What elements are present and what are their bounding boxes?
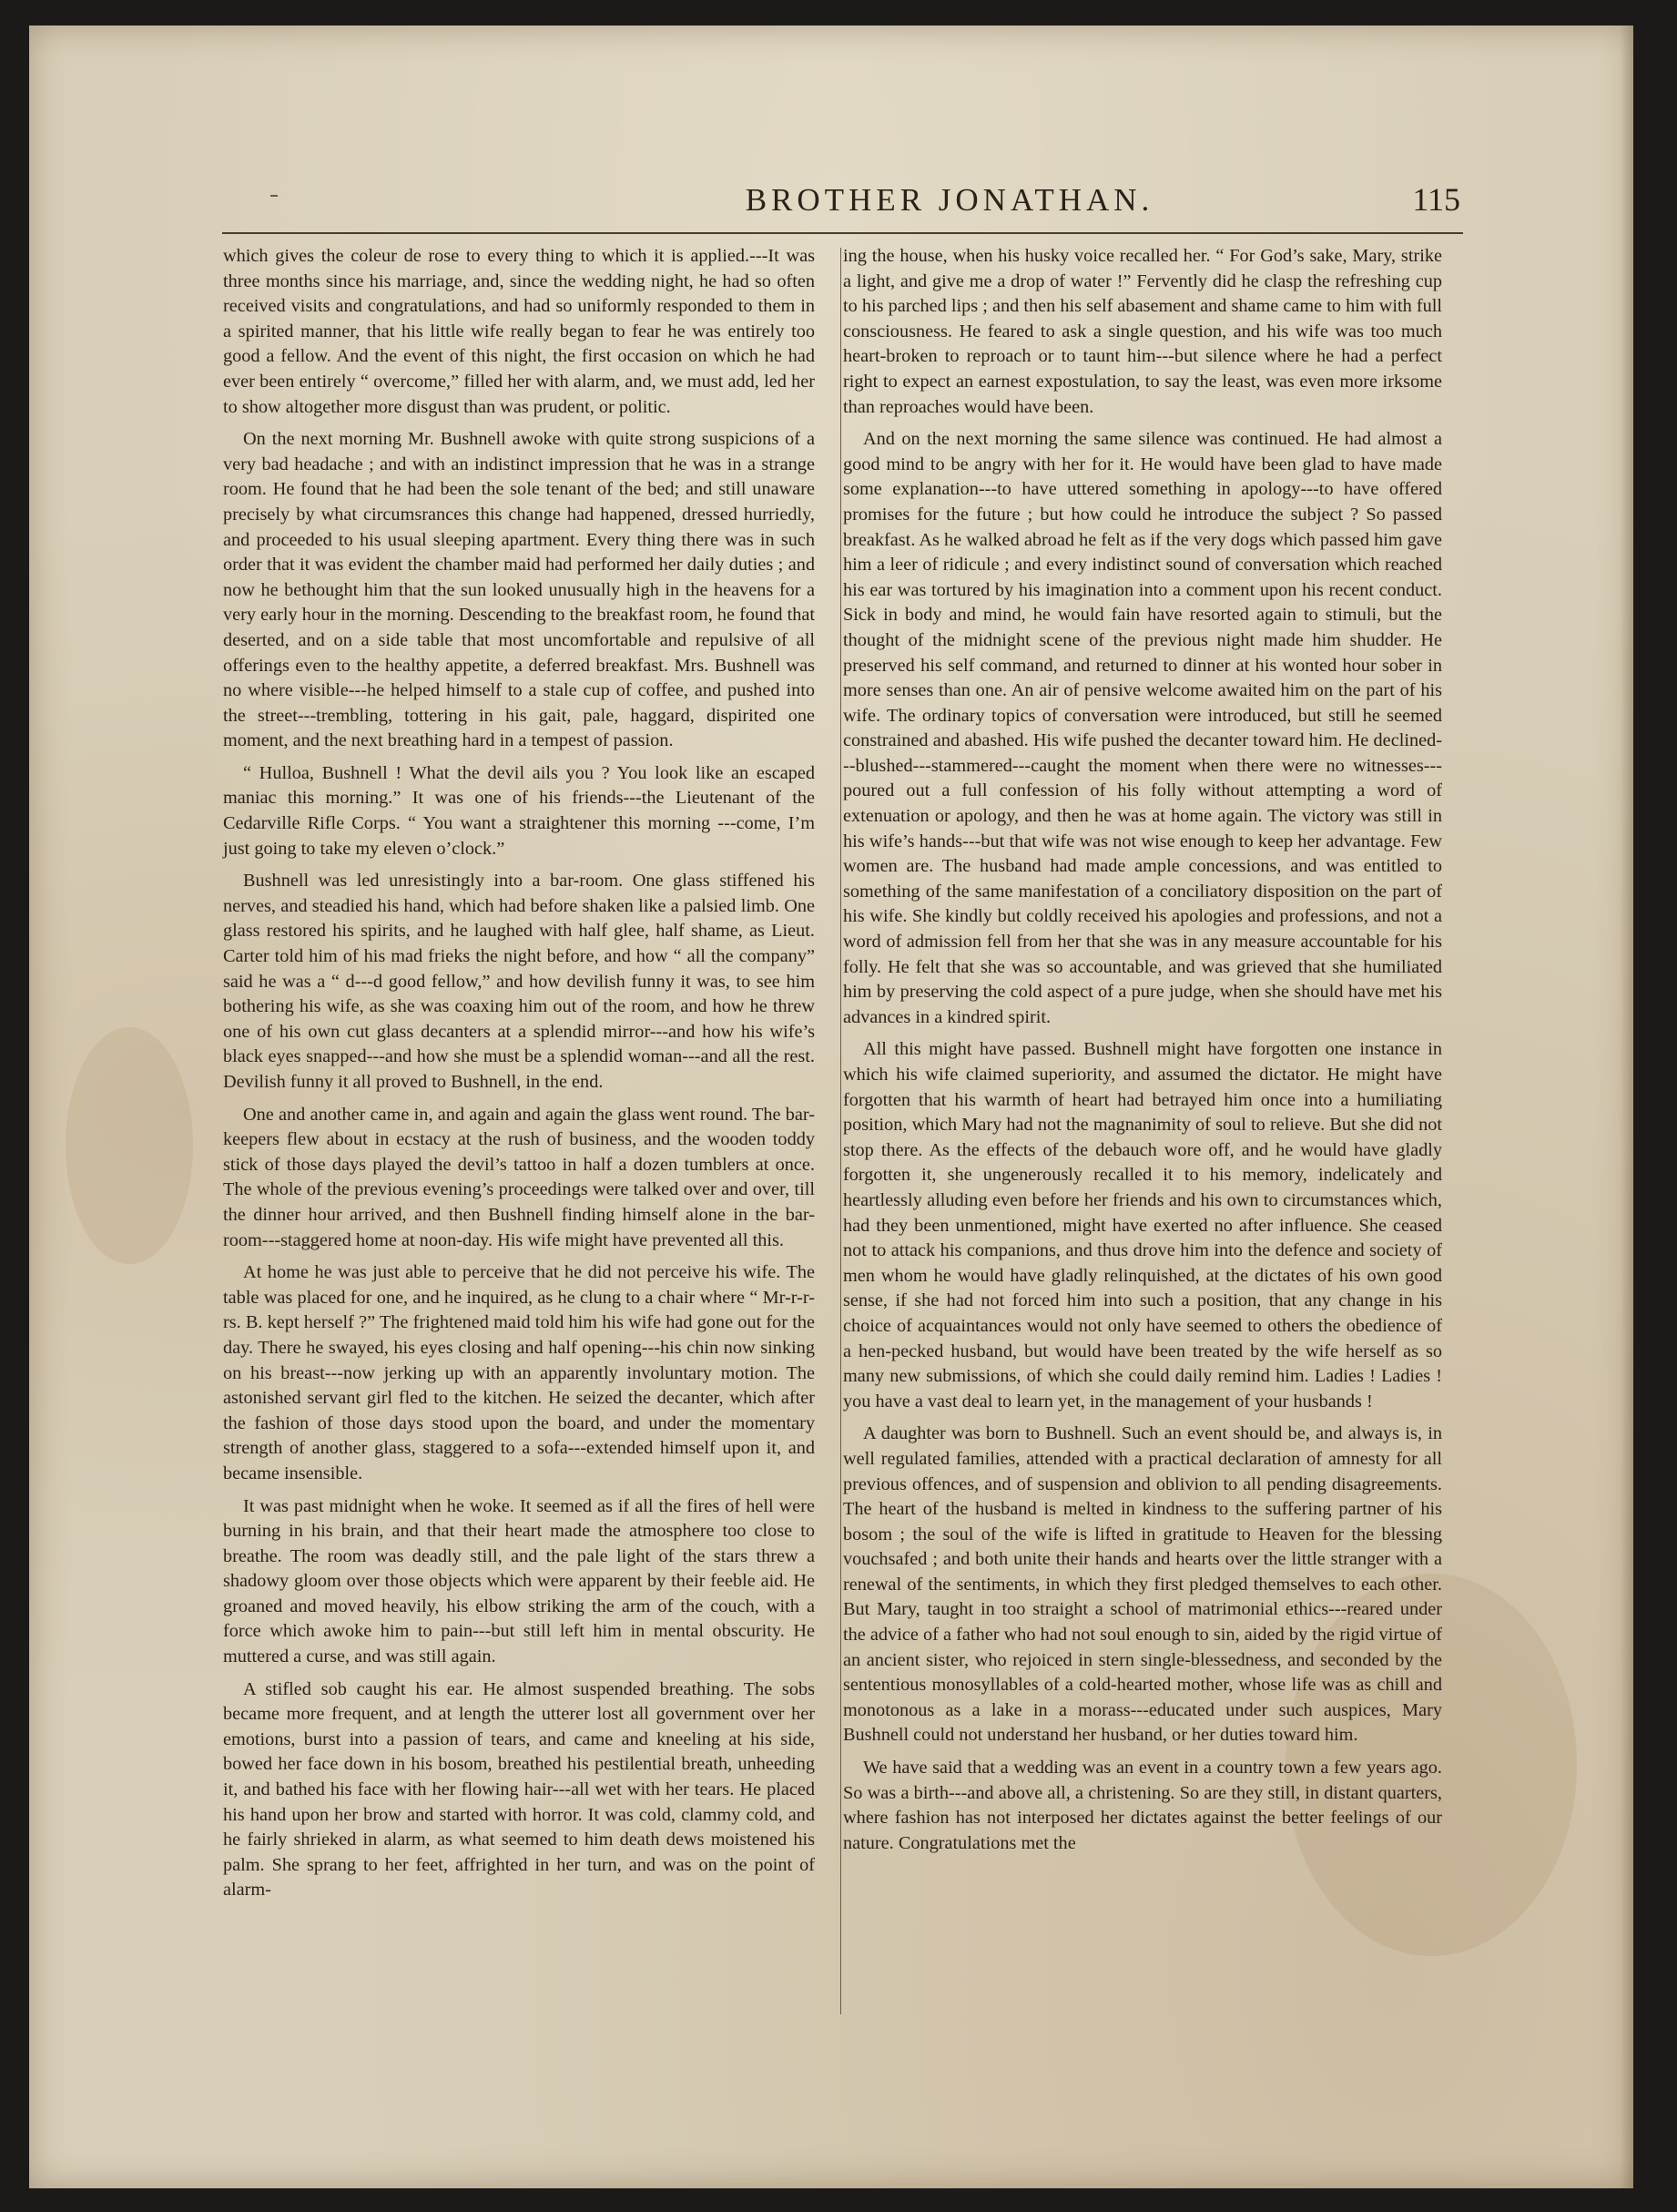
paragraph: which gives the coleur de rose to every thing to which it is applied.---It was three months since his marriage, and, since the wedding night, he had so often received visits and congratulations, and had so uniformly responded to them in a spirited manner, that his little wife really began to fear he was entirely too good a fellow. And the event of this night, the first occasion on which he had ever been entirely “ overcome,” filled her with alarm, and, we must add, led her to show altogether more disgust than was prudent, or politic.	[223, 246, 815, 417]
paper-stain	[66, 1027, 193, 1264]
page-title: BROTHER JONATHAN.	[745, 182, 1154, 218]
column-divider	[840, 248, 841, 2014]
paragraph: Bushnell was led unresistingly into a bar-room. One glass stiffened his nerves, and steadied his hand, which had before shaken like a palsied limb. One glass restored his spirits, and he laughed with half glee, half shame, as Lieut. Carter told him of his mad frieks the night before, and how “ all the company” said he was a “ d---d good fellow,” and how devilish funny it was, to see him bothering his wife, as she was coaxing him out of the room, and how he threw one of his own cut glass decanters at a splendid mirror---and how his wife’s black eyes snapped---and how she must be a splendid woman---and all the rest. Devilish funny it all proved to Bushnell, in the end.	[223, 871, 815, 1092]
page-edge-shadow	[1621, 25, 1633, 2188]
paragraph: It was past midnight when he woke. It seemed as if all the fires of hell were burning in his brain, and that their heart made the atmosphere too close to breathe. The room was deadly still, and the pale light of the stars threw a shadowy gloom over those objects which were apparent by their feeble aid. He groaned and moved heavily, his elbow striking the arm of the couch, with a force which awoke him to pain---but still left him in mental obscurity. He muttered a curse, and was still again.	[223, 1495, 815, 1667]
paragraph: A daughter was born to Bushnell. Such an event should be, and always is, in well regulated families, attended with a practical declaration of amnesty for all previous offences, and of suspension and oblivion to all pending disagreements. The heart of the husband is melted in kindness to the suffering partner of his bosom ; the soul of the wife is lifted in gratitude to Heaven for the blessing vouchsafed ; and both unite their hands and hearts over the little stranger with a renewal of the sentiments, in which they first pledged themselves to each other. But Mary, taught in too straight a school of matrimonial ethics---reared under the advice of a father who had not soul enough to sin, aided by the rigid virtue of an ancient sister, who rejoiced in stern single-blessedness, and seconded by the sententious monosyllables of a cold-hearted mother, whose life was as chill and monotonous as a lake in a morass---educated under such auspices, Mary Bushnell could not understand her husband, or her duties toward him.	[843, 1423, 1442, 1746]
paragraph: All this might have passed. Bushnell might have forgotten one instance in which his wife claimed superiority, and assumed the dictator. He might have forgotten that his warmth of heart had betrayed him once into a humiliating position, which Mary had not the magnanimity of soul to relieve. But she did not stop there. As the effects of the debauch wore off, and he would have gladly forgotten it, she ungenerously recalled it to his memory, indelicately and heartlessly alluding even before her friends and his own to circumstances which, had they been unmentioned, might have exerted no after influence. She ceased not to attack his companions, and thus drove him into the defence and society of men whom he would have gladly relinquished, at the dictates of his own good sense, if she had not forced him into such a position, that any change in his choice of acquaintances would not only have seemed to others the obedience of a hen-pecked husband, but would have been treated by the wife herself as so many new submissions, of which she could daily remind him. Ladies ! Ladies ! you have a vast deal to learn yet, in the management of your husbands !	[843, 1039, 1442, 1412]
paragraph: We have said that a wedding was an event in a country town a few years ago. So was a birth---and above all, a christening. So are they still, in distant quarters, where fashion has not interposed her dictates against the better feelings of our nature. Congratulations met the	[843, 1758, 1442, 1853]
left-column	[223, 244, 815, 1903]
header-rule	[222, 232, 1463, 234]
paragraph: A stifled sob caught his ear. He almost suspended breathing. The sobs became more frequent, and at length the utterer lost all government over her emotions, burst into a passion of tears, and came and kneeling at his side, bowed her face down in his bosom, breathed his pestilential breath, unheeding it, and bathed his face with her flowing hair---all wet with her tears. He placed his hand upon her brow and started with horror. It was cold, clammy cold, and he fairly shrieked in alarm, as what seemed to him death dews moistened his palm. She sprang to her feet, affrighted in her turn, and was on the point of alarm-	[223, 1678, 815, 1901]
page-number: 115	[1412, 181, 1460, 218]
newspaper-page	[29, 25, 1633, 2188]
paragraph: One and another came in, and again and again the glass went round. The bar-keepers flew about in ecstacy at the rush of business, and the wooden toddy stick of those days played the devil’s tattoo in half a dozen tumblers at once. The whole of the previous evening’s proceedings were talked over and over, till the dinner hour arrived, and then Bushnell finding himself alone in the bar-room---staggered home at noon-day. His wife might have prevented all this.	[223, 1104, 815, 1250]
paragraph: And on the next morning the same silence was continued. He had almost a good mind to be angry with her for it. He would have been glad to have made some explanation---to have uttered something in apology---to have offered promises for the future ; but how could he introduce the subject ? So passed breakfast. As he walked abroad he felt as if the very dogs which passed him gave him a leer of ridicule ; and every indistinct sound of conversation which reached his ear was tortured by his imagination into a comment upon his recent conduct. Sick in body and mind, he would fain have resorted again to stimuli, but the thought of the midnight scene of the previous night made him shudder. He preserved his self command, and returned to dinner at his wonted hour sober in more senses than one. An air of pensive welcome awaited him on the part of his wife. The ordinary topics of conversation were introduced, but still he seemed constrained and abashed. His wife pushed the decanter toward him. He declined---blushed---stammered---caught the moment when there were no witnesses---poured out a full confession of his folly without attempting a word of extenuation or apology, and then he was at home again. The victory was still in his wife’s hands---but that wife was not wise enough to keep her advantage. Few women are. The husband had made ample concessions, and was entitled to something of the same manifestation of a conciliatory disposition on the part of his wife. She kindly but coldly received his apologies and professions, and not a word of admission fell from her that she was in any measure accountable for his folly. He felt that she was so accountable, and was grieved that she humiliated him by preserving the cold aspect of a pure judge, when she should have met his advances in a kindred spirit.	[843, 429, 1442, 1027]
paragraph: “ Hulloa, Bushnell ! What the devil ails you ? You look like an escaped maniac this morning.” It was one of his friends---the Lieutenant of the Cedarville Rifle Corps. “ You want a straightener this morning ---come, I’m just going to take my eleven o’clock.”	[223, 762, 815, 859]
paragraph: At home he was just able to perceive that he did not perceive his wife. The table was placed for one, and he inquired, as he clung to a chair where “ Mr-r-r-rs. B. kept herself ?” The frightened maid told him his wife had gone out for the day. There he swayed, his eyes closing and half opening---his chin now sinking on his breast---now jerking up with an apparently involuntary motion. The astonished servant girl fled to the kitchen. He seized the decanter, which after the fashion of those days stood upon the board, and under the momentary strength of another glass, staggered to a sofa---extended himself upon it, and became insensible.	[223, 1262, 815, 1483]
paragraph: On the next morning Mr. Bushnell awoke with quite strong suspicions of a very bad headache ; and with an indistinct impression that he was in a strange room. He found that he had been the sole tenant of the bed; and still unaware precisely by what circumsrances this change had happened, dressed hurriedly, and proceeded to his usual sleeping apartment. Every thing there was in such order that it was evident the chamber maid had performed her daily duties ; and now he bethought him that the sun looked unusually high in the heavens for a very early hour in the morning. Descending to the breakfast room, he found that deserted, and on a side table that most uncomfortable and repulsive of all offerings even to the healthy appetite, a deferred breakfast. Mrs. Bushnell was no where visible---he helped himself to a stale cup of coffee, and pushed into the street---trembling, tottering in his gait, pale, haggard, dispirited one moment, and the next breathing hard in a tempest of passion.	[223, 429, 815, 751]
paragraph: ing the house, when his husky voice recalled her. “ For God’s sake, Mary, strike a light, and give me a drop of water !” Fervently did he clasp the refreshing cup to his parched lips ; and then his self abasement and shame came to him with full consciousness. He feared to ask a single question, and his wife was too much heart-broken to reproach or to taunt him---but silence where he had a perfect right to expect an earnest expostulation, to say the least, was even more irksome than reproaches would have been.	[843, 246, 1442, 417]
right-column	[843, 244, 1442, 1856]
